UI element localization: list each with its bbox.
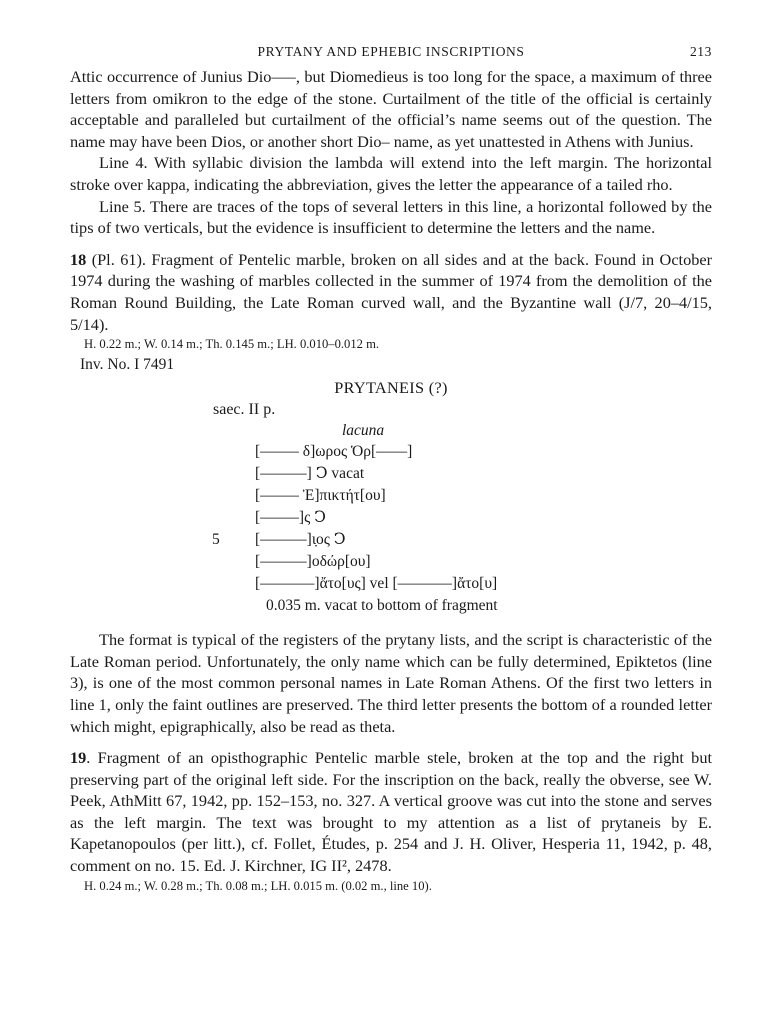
inscription-foot: [70, 595, 712, 617]
line-text: [––––– Ἐ]πικτήτ[ου]: [255, 487, 386, 505]
entry-18-number: 18: [70, 249, 87, 269]
line-text: [––––––]οδώρ[ου]: [255, 553, 371, 571]
entry-18-dimensions: H. 0.22 m.; W. 0.14 m.; Th. 0.145 m.; LH. 0.010–0.012 m.: [84, 337, 380, 352]
inscription-line: [70, 551, 712, 573]
line-text: [––––––]ι̣ος Ↄ: [255, 531, 346, 549]
line-text: [––––––] Ↄ vacat: [255, 465, 365, 483]
inscription-line: [70, 529, 712, 551]
entry-19-description: [70, 747, 712, 877]
line-text: [––––– δ]ωρος Ὁρ[––––]: [255, 443, 413, 461]
inscription-line: [70, 507, 712, 529]
entry-18-inventory: Inv. No. I 7491: [80, 356, 175, 374]
paragraph-line5: Line 5. There are traces of the tops of several letters in this line, a horizontal followed by the tips of two verticals, but the evidence is insufficient to determine the letters and the name.: [70, 196, 712, 238]
entry-19-text: . Fragment of an opisthographic Pentelic marble stele, broken at the top and the right but preserving part of the original left side. For the inscription on the back, really the obverse, see W. Peek, AthMitt 67, 1942, pp. 152–153, no. 327. A vertical groove was cut into the stone and serves as the left margin. The text was brought to my attention as a list of prytaneis by E. Kapetanopoulos (per litt.), cf. Follet, Études, p. 254 and J. H. Oliver, Hesperia 11, 1942, p. 48, comment on no. 15. Ed. J. Kirchner, IG II², 2478.: [70, 748, 712, 876]
paragraph-line4: Line 4. With syllabic division the lambda will extend into the left margin. The horizontal stroke over kappa, indicating the abbreviation, gives the letter the appearance of a tailed rho.: [70, 153, 712, 194]
page-number: 213: [689, 44, 712, 59]
line-number: 5: [212, 531, 220, 549]
inscription-line: [70, 485, 712, 507]
entry-19-dimensions: H. 0.24 m.; W. 0.28 m.; Th. 0.08 m.; LH. 0.015 m. (0.02 m., line 10).: [84, 878, 432, 893]
bottom-note: 0.035 m. vacat to bottom of fragment: [266, 597, 498, 615]
inscription-heading: PRYTANEIS (?): [334, 378, 448, 398]
entry-18-commentary: The format is typical of the registers of the prytany lists, and the script is characteristic of the Late Roman period. Unfortunately, the only name which can be fully determined, Epiktetos (line 3), is one of the most common personal names in Late Roman Athens. Of the first two letters in line 1, only the faint outlines are preserved. The third letter presents the bottom of a rounded letter which might, epigraphically, also be read as theta.: [70, 630, 712, 736]
header-title: PRYTANY AND EPHEBIC INSCRIPTIONS: [257, 44, 525, 59]
entry-19-number: 19: [70, 748, 87, 768]
line-text: [–––––]ς Ↄ: [255, 509, 326, 527]
inscription-date: saec. II p.: [213, 401, 276, 419]
inscription-line: [70, 463, 712, 485]
line-text: [–––––––]ἄτο[υς] vel [–––––––]ἄτο[υ]: [255, 575, 498, 593]
running-header: [70, 44, 712, 66]
inscription-line: [70, 441, 712, 463]
inscription-line: [70, 573, 712, 595]
entry-18-text: (Pl. 61). Fragment of Pentelic marble, broken on all sides and at the back. Found in October 1974 during the washing of marbles collected in the summer of 1974 from the demolition of the Roman Round Building, the Late Roman curved wall, and the Byzantine wall (J/7, 20–4/15, 5/14).: [70, 249, 712, 334]
paragraph-continuation: Attic occurrence of Junius Dio–––, but Diomedieus is too long for the space, a maximum of three letters from omikron to the edge of the stone. Curtailment of the title of the official is certainly acceptable and paralleled but curtailment of the official’s name seems out of the question. The name may have been Dios, or another short Dio– name, as yet unattested in Athens with Junius.: [70, 67, 712, 151]
inscription-lacuna: lacuna: [342, 422, 385, 440]
inscription-text: [70, 441, 712, 617]
entry-18-description: [70, 249, 712, 335]
page: [70, 44, 712, 896]
